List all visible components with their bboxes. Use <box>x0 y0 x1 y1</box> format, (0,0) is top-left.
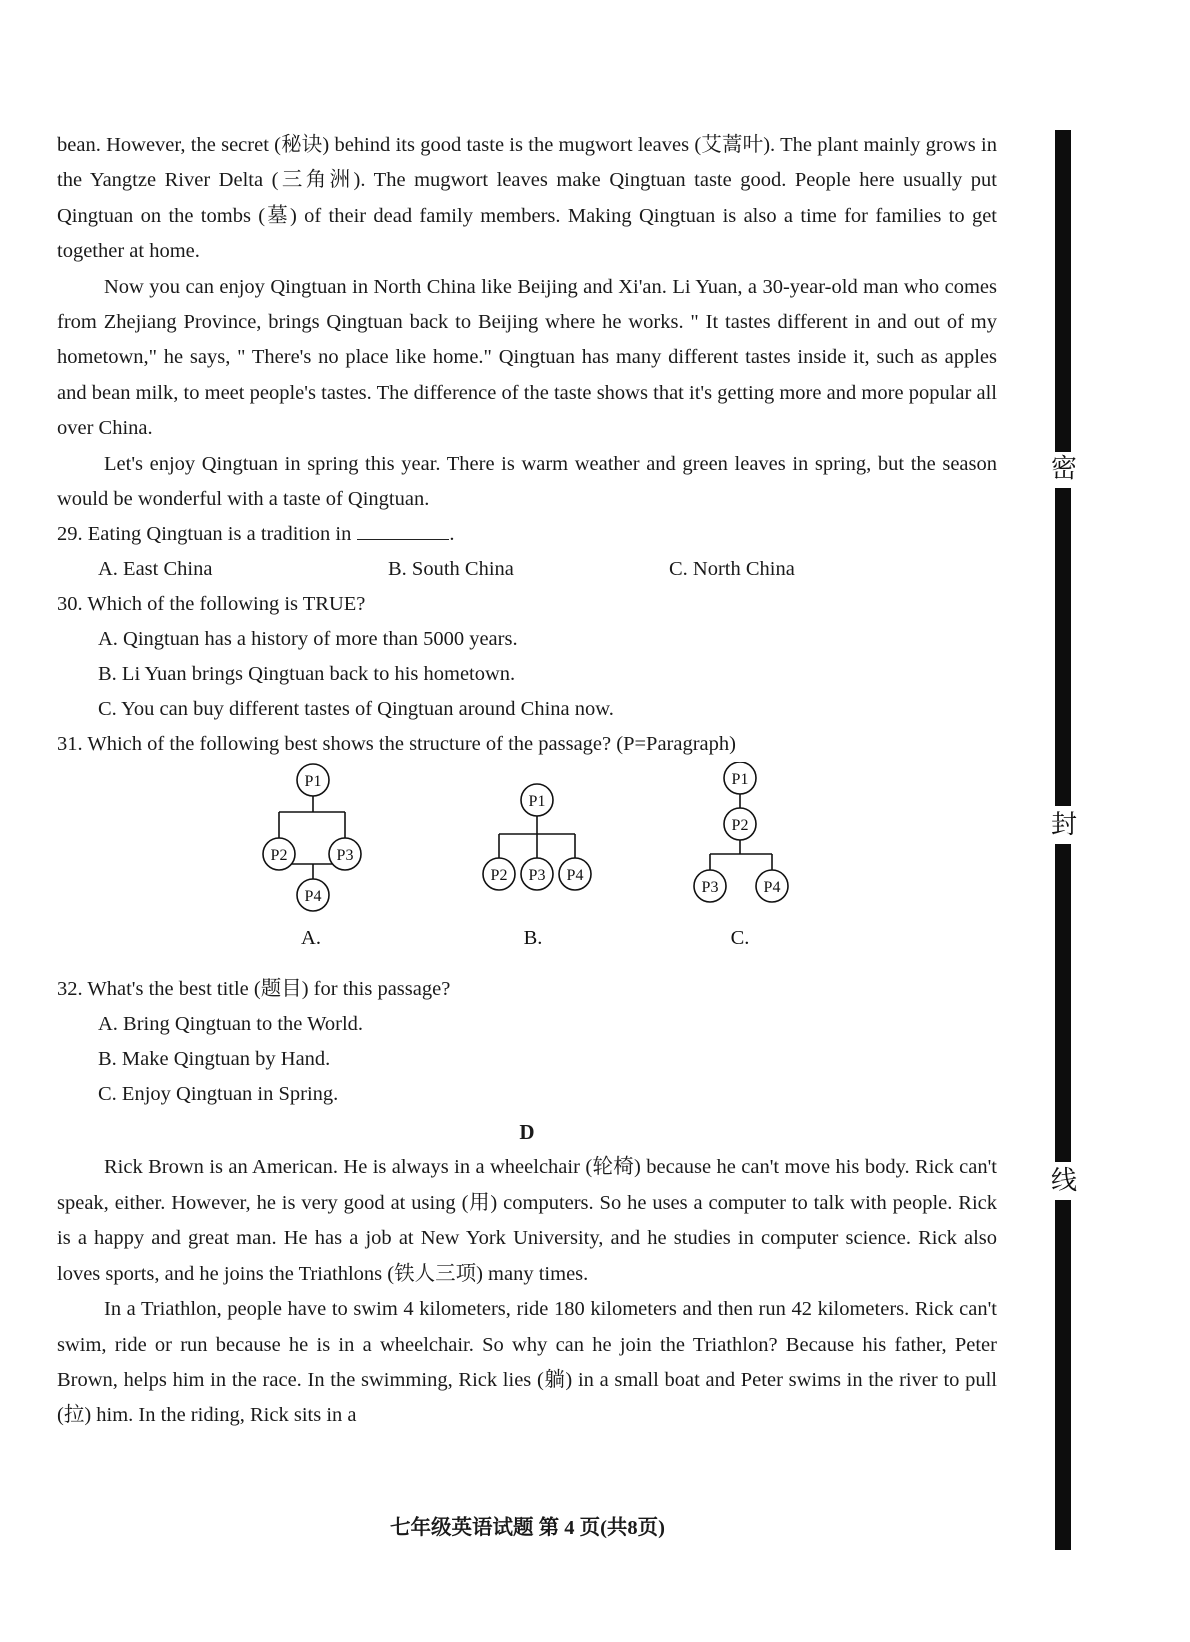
node-label: P4 <box>566 867 584 885</box>
option-c: C. North China <box>669 558 795 581</box>
question-29-options <box>98 552 997 587</box>
node-label: P1 <box>528 793 546 811</box>
binding-line <box>1050 130 1077 1550</box>
binding-char-seal: 密 <box>1047 452 1081 486</box>
question-31-stem: 31. Which of the following best shows the structure of the passage? (P=Paragraph) <box>57 733 736 756</box>
binding-char-closed: 封 <box>1047 808 1081 842</box>
binding-bar <box>1055 844 1071 1162</box>
section-heading-d: D <box>519 1120 535 1145</box>
page-footer: 七年级英语试题 第 4 页(共8页) <box>389 1517 666 1539</box>
node-label: P4 <box>763 879 781 897</box>
node-label: P3 <box>336 847 354 865</box>
node-label: P1 <box>731 771 749 789</box>
diagram-label-c: C. <box>730 927 750 950</box>
node-label: P3 <box>528 867 546 885</box>
binding-char-line: 线 <box>1047 1164 1081 1198</box>
question-32 <box>57 972 997 1112</box>
structure-diagrams-svg <box>57 762 997 972</box>
node-label: P1 <box>304 773 322 791</box>
option-a: A. Bring Qingtuan to the World. <box>98 1013 364 1036</box>
option-b: B. Make Qingtuan by Hand. <box>98 1048 331 1071</box>
binding-bar <box>1055 488 1071 806</box>
question-32-stem: 32. What's the best title (题目) for this passage? <box>57 978 451 1001</box>
question-31 <box>57 727 997 972</box>
option-a: A. East China <box>98 558 213 581</box>
diagram-label-a: A. <box>301 927 321 950</box>
option-a: A. Qingtuan has a history of more than 5000 years. <box>98 628 518 651</box>
exam-page <box>57 128 997 1434</box>
question-29 <box>57 517 997 587</box>
question-30-stem: 30. Which of the following is TRUE? <box>57 593 366 616</box>
question-29-stem: 29. Eating Qingtuan is a tradition in <box>57 523 352 546</box>
option-b: B. Li Yuan brings Qingtuan back to his hometown. <box>98 663 516 686</box>
question-30 <box>57 587 997 727</box>
diagram-label-b: B. <box>523 927 543 950</box>
node-label: P4 <box>304 888 322 906</box>
binding-bar <box>1055 1200 1071 1550</box>
passage-c-paragraph-2: Now you can enjoy Qingtuan in North China like Beijing and Xi'an. Li Yuan, a 30-year-old man who comes from Zhejiang Province, brings Qingtuan back to Beijing where he works. " It tastes different in and out of my hometown," he says, " There's no place like home." Qingtuan has many different tastes inside it, such as apples and bean milk, to meet people's tastes. The difference of the taste shows that it's getting more and more popular all over China. <box>57 275 997 440</box>
binding-bar <box>1055 130 1071 452</box>
passage-c-paragraph-3: Let's enjoy Qingtuan in spring this year. There is warm weather and green leaves in spring, but the season would be wonderful with a taste of Qingtuan. <box>57 452 997 511</box>
answer-blank <box>357 521 449 540</box>
node-label: P2 <box>270 847 288 865</box>
passage-c-paragraph-1: bean. However, the secret (秘诀) behind its good taste is the mugwort leaves (艾蒿叶). The plant mainly grows in the Yangtze River Delta (三角洲). The mugwort leaves make Qingtuan taste good. People here usually put Qingtuan on the tombs (墓) of their dead family members. Making Qingtuan is also a time for families to get together at home. <box>57 134 997 263</box>
structure-diagrams <box>57 762 997 972</box>
node-label: P2 <box>490 867 508 885</box>
question-29-end: . <box>449 523 455 546</box>
node-label: P2 <box>731 817 749 835</box>
passage-d-paragraph-2: In a Triathlon, people have to swim 4 kilometers, ride 180 kilometers and then run 42 kilometers. Rick can't swim, ride or run because he is in a wheelchair. So why can he join the Triathlon? Because his father, Peter Brown, helps him in the race. In the swimming, Rick lies (躺) in a small boat and Peter swims in the river to pull (拉) him. In the riding, Rick sits in a <box>57 1298 997 1427</box>
option-c: C. Enjoy Qingtuan in Spring. <box>98 1083 339 1106</box>
node-label: P3 <box>701 879 719 897</box>
passage-d-paragraph-1: Rick Brown is an American. He is always in a wheelchair (轮椅) because he can't move his body. Rick can't speak, either. However, he is very good at using (用) computers. So he uses a computer to talk with people. Rick is a happy and great man. He has a job at New York University, and he studies in computer science. Rick also loves sports, and he joins the Triathlons (铁人三项) many times. <box>57 1156 997 1285</box>
option-c: C. You can buy different tastes of Qingtuan around China now. <box>98 698 614 721</box>
option-b: B. South China <box>388 558 514 581</box>
